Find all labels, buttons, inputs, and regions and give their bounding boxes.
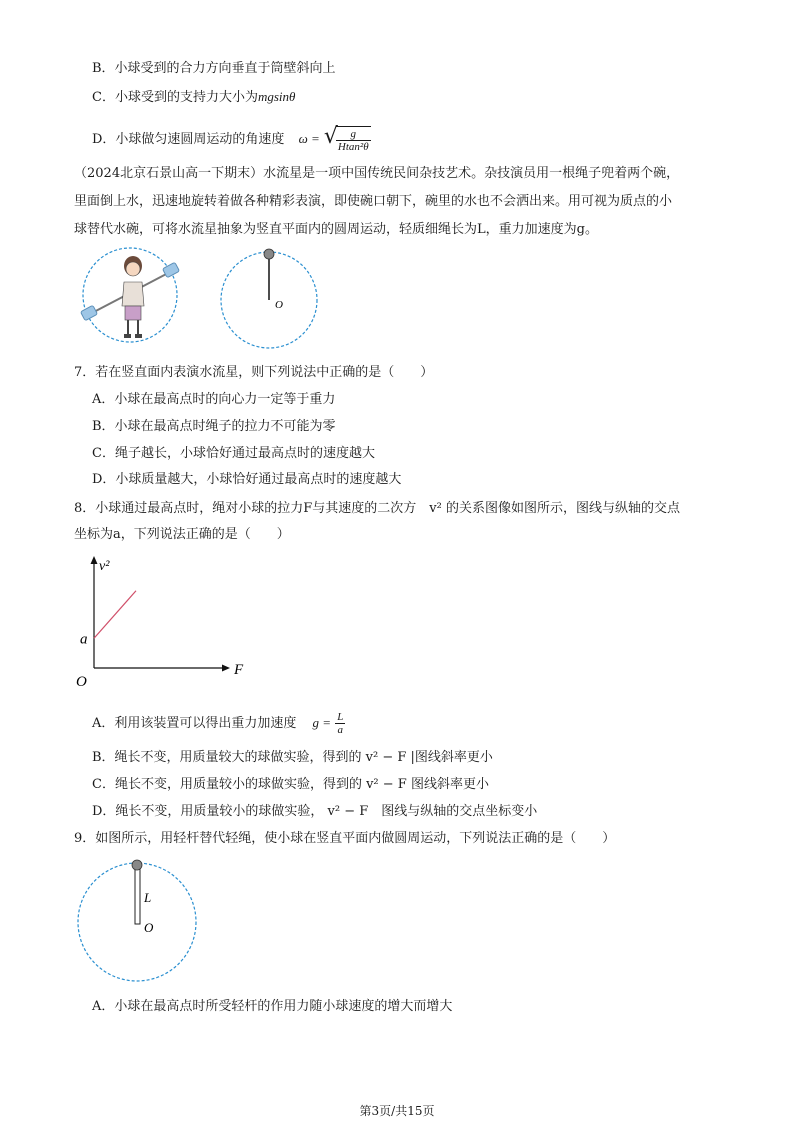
- sqrt-expression: [324, 126, 371, 153]
- origin-label: O: [76, 674, 87, 690]
- q6-option-c-math: mgsinθ: [257, 89, 296, 104]
- bowl-left: [80, 305, 97, 320]
- q8-option-a-lhs: g =: [312, 715, 332, 730]
- q7-option-b: B．小球在最高点时绳子的拉力不可能为零: [92, 419, 336, 434]
- intro-line-2: 里面倒上水，迅速地旋转着做各种精彩表演，即使碗口朝下，碗里的水也不会洒出来。用可视为质点的小: [74, 194, 673, 209]
- q8-option-a: [92, 711, 345, 736]
- q8-a-denominator: a: [337, 724, 344, 736]
- q6-d-denominator: Htan²θ: [337, 141, 369, 153]
- light-rod: [135, 866, 140, 924]
- series-line: [94, 591, 136, 639]
- x-axis-arrow-icon: [222, 665, 230, 672]
- v2-F-chart: [70, 556, 244, 691]
- y-axis-arrow-icon: [91, 556, 98, 564]
- ball-icon: [132, 860, 142, 870]
- q8-stem-line-1: 8．小球通过最高点时，绳对小球的拉力F与其速度的二次方 v² 的关系图像如图所示，图线与纵轴的交点: [74, 501, 680, 516]
- q6-d-numerator: g: [336, 128, 371, 141]
- rod-circle-figure: [74, 858, 202, 986]
- q8-option-b: B．绳长不变，用质量较大的球做实验，得到的 v² − F |图线斜率更小: [92, 750, 493, 765]
- q9-stem: 9．如图所示，用轻杆替代轻绳，使小球在竖直平面内做圆周运动，下列说法正确的是（ ）: [74, 831, 616, 846]
- q6-option-c-text: C．小球受到的支持力大小为: [92, 90, 258, 105]
- q6-option-d-text: D．小球做匀速圆周运动的角速度: [92, 132, 285, 147]
- q7-option-c: C．绳子越长，小球恰好通过最高点时的速度越大: [92, 446, 375, 461]
- string-circle-figure: [218, 248, 324, 348]
- performer-figure: [82, 248, 182, 348]
- q8-stem-line-2: 坐标为a，下列说法正确的是（ ）: [74, 527, 290, 542]
- intro-line-1: （2024北京石景山高一下期末）水流星是一项中国传统民间杂技艺术。杂技演员用一根绳子兜着两个碗，: [74, 166, 680, 181]
- center-label-o: O: [144, 920, 154, 935]
- intercept-label: a: [80, 631, 88, 648]
- intro-line-3: 球替代水碗，可将水流星抽象为竖直平面内的圆周运动，轻质细绳长为L，重力加速度为g。: [74, 222, 598, 237]
- q8-a-numerator: L: [337, 711, 344, 723]
- q8-option-c: C．绳长不变，用质量较小的球做实验，得到的 v² − F 图线斜率更小: [92, 777, 489, 792]
- q7-option-d: D．小球质量越大，小球恰好通过最高点时的速度越大: [92, 472, 402, 487]
- q9-option-a: A．小球在最高点时所受轻杆的作用力随小球速度的增大而增大: [92, 999, 453, 1014]
- q8-option-a-text: A．利用该装置可以得出重力加速度: [92, 716, 297, 731]
- rod-length-label: L: [144, 890, 152, 905]
- q8-option-d: D．绳长不变，用质量较小的球做实验， v² − F 图线与纵轴的交点坐标变小: [92, 804, 538, 819]
- ball-icon: [264, 249, 274, 259]
- q6-option-d: [92, 126, 371, 153]
- q6-option-d-lhs: ω =: [298, 131, 320, 146]
- performer-icon: [122, 256, 144, 338]
- q7-stem: 7．若在竖直面内表演水流星，则下列说法中正确的是（ ）: [74, 365, 434, 380]
- page-footer: 第3页/共15页: [359, 1104, 435, 1118]
- y-axis-label: v²: [99, 559, 110, 574]
- center-label-o: O: [275, 299, 283, 311]
- q6-option-b: B．小球受到的合力方向垂直于筒壁斜向上: [92, 61, 336, 76]
- q7-option-a: A．小球在最高点时的向心力一定等于重力: [92, 392, 336, 407]
- q6-option-c: [92, 88, 295, 107]
- radical-sign: √: [323, 124, 338, 149]
- x-axis-label: F: [234, 662, 244, 678]
